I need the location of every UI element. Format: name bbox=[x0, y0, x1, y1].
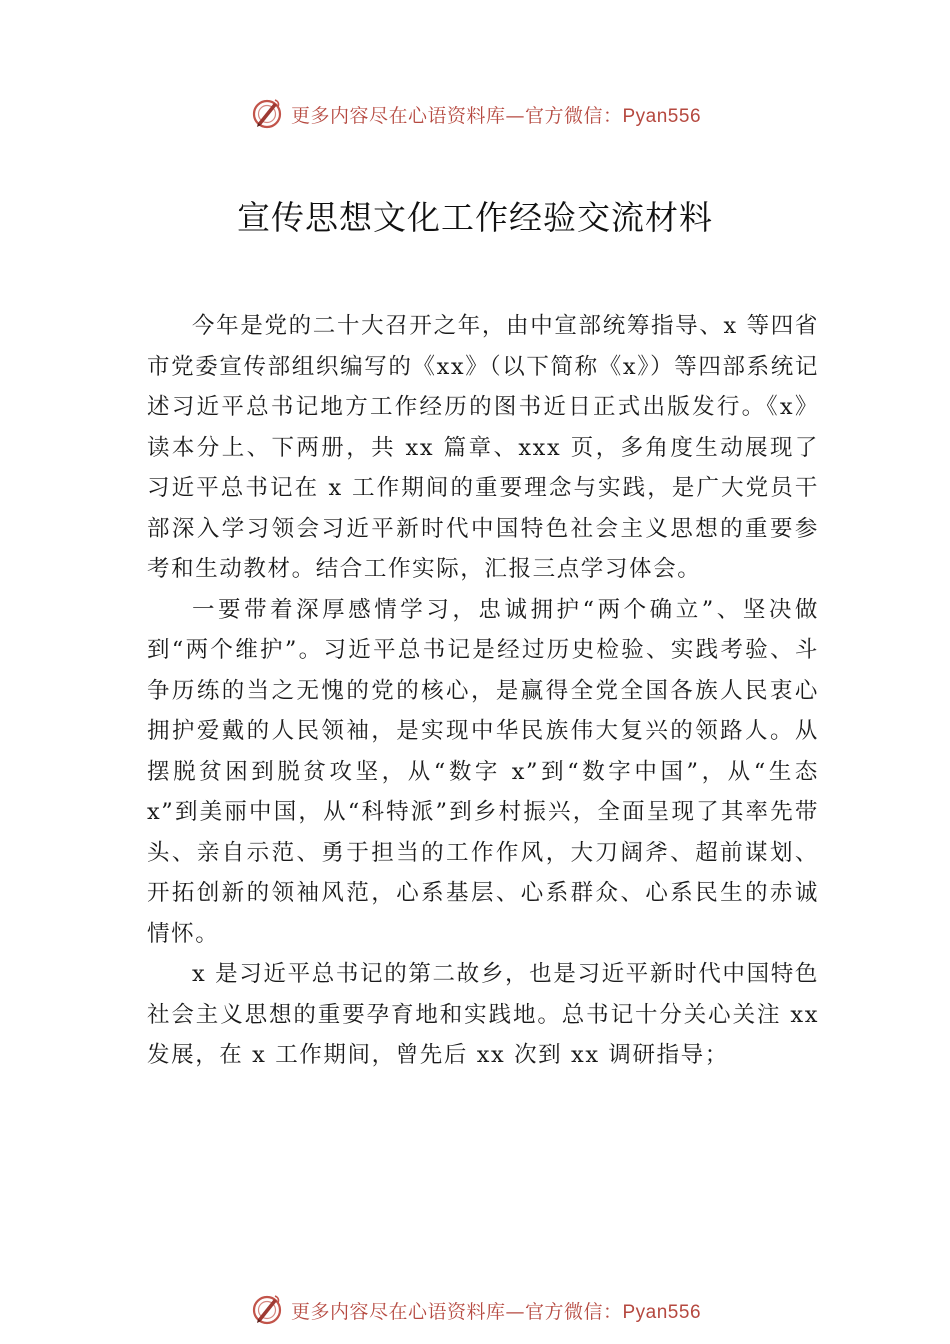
document-title: 宣传思想文化工作经验交流材料 bbox=[237, 198, 713, 237]
pen-circle-logo-icon bbox=[249, 96, 285, 132]
banner-text bbox=[291, 1297, 701, 1324]
banner-text bbox=[291, 101, 701, 128]
paragraph-3: x 是习近平总书记的第二故乡，也是习近平新时代中国特色社会主义思想的重要孕育地和实践地。总书记十分关心关注 xx 发展，在 x 工作期间，曾先后 xx 次到 xx 调研指导； bbox=[147, 961, 819, 1068]
pen-circle-logo-icon bbox=[249, 1292, 285, 1328]
banner-caption: 更多内容尽在心语资料库—官方微信： bbox=[290, 1300, 623, 1323]
header-banner bbox=[0, 92, 950, 136]
banner-caption: 更多内容尽在心语资料库—官方微信： bbox=[290, 104, 623, 127]
footer-banner bbox=[0, 1288, 950, 1332]
paragraph-1: 今年是党的二十大召开之年，由中宣部统筹指导、x 等四省市党委宣传部组织编写的《xx》（以下简称《x》）等四部系统记述习近平总书记地方工作经历的图书近日正式出版发行。《x》读本分上、下两册，共 xx 篇章、xxx 页，多角度生动展现了习近平总书记在 x 工作期间的重要理念与实践，是广大党员干部深入学习领会习近平新时代中国特色社会主义思想的重要参考和生动教材。结合工作实际，汇报三点学习体会。 bbox=[147, 313, 819, 582]
document-body bbox=[147, 306, 819, 1076]
wechat-handle: Pyan556 bbox=[622, 105, 702, 127]
paragraph-2: 一要带着深厚感情学习，忠诚拥护“两个确立”、坚决做到“两个维护”。习近平总书记是经过历史检验、实践考验、斗争历练的当之无愧的党的核心，是赢得全党全国各族人民衷心拥护爱戴的人民领袖，是实现中华民族伟大复兴的领路人。从摆脱贫困到脱贫攻坚，从“数字 x”到“数字中国”，从“生态 x”到美丽中国，从“科特派”到乡村振兴，全面呈现了其率先带头、亲自示范、勇于担当的工作作风，大刀阔斧、超前谋划、开拓创新的领袖风范，心系基层、心系群众、心系民生的赤诚情怀。 bbox=[147, 596, 819, 947]
wechat-handle: Pyan556 bbox=[622, 1301, 702, 1323]
